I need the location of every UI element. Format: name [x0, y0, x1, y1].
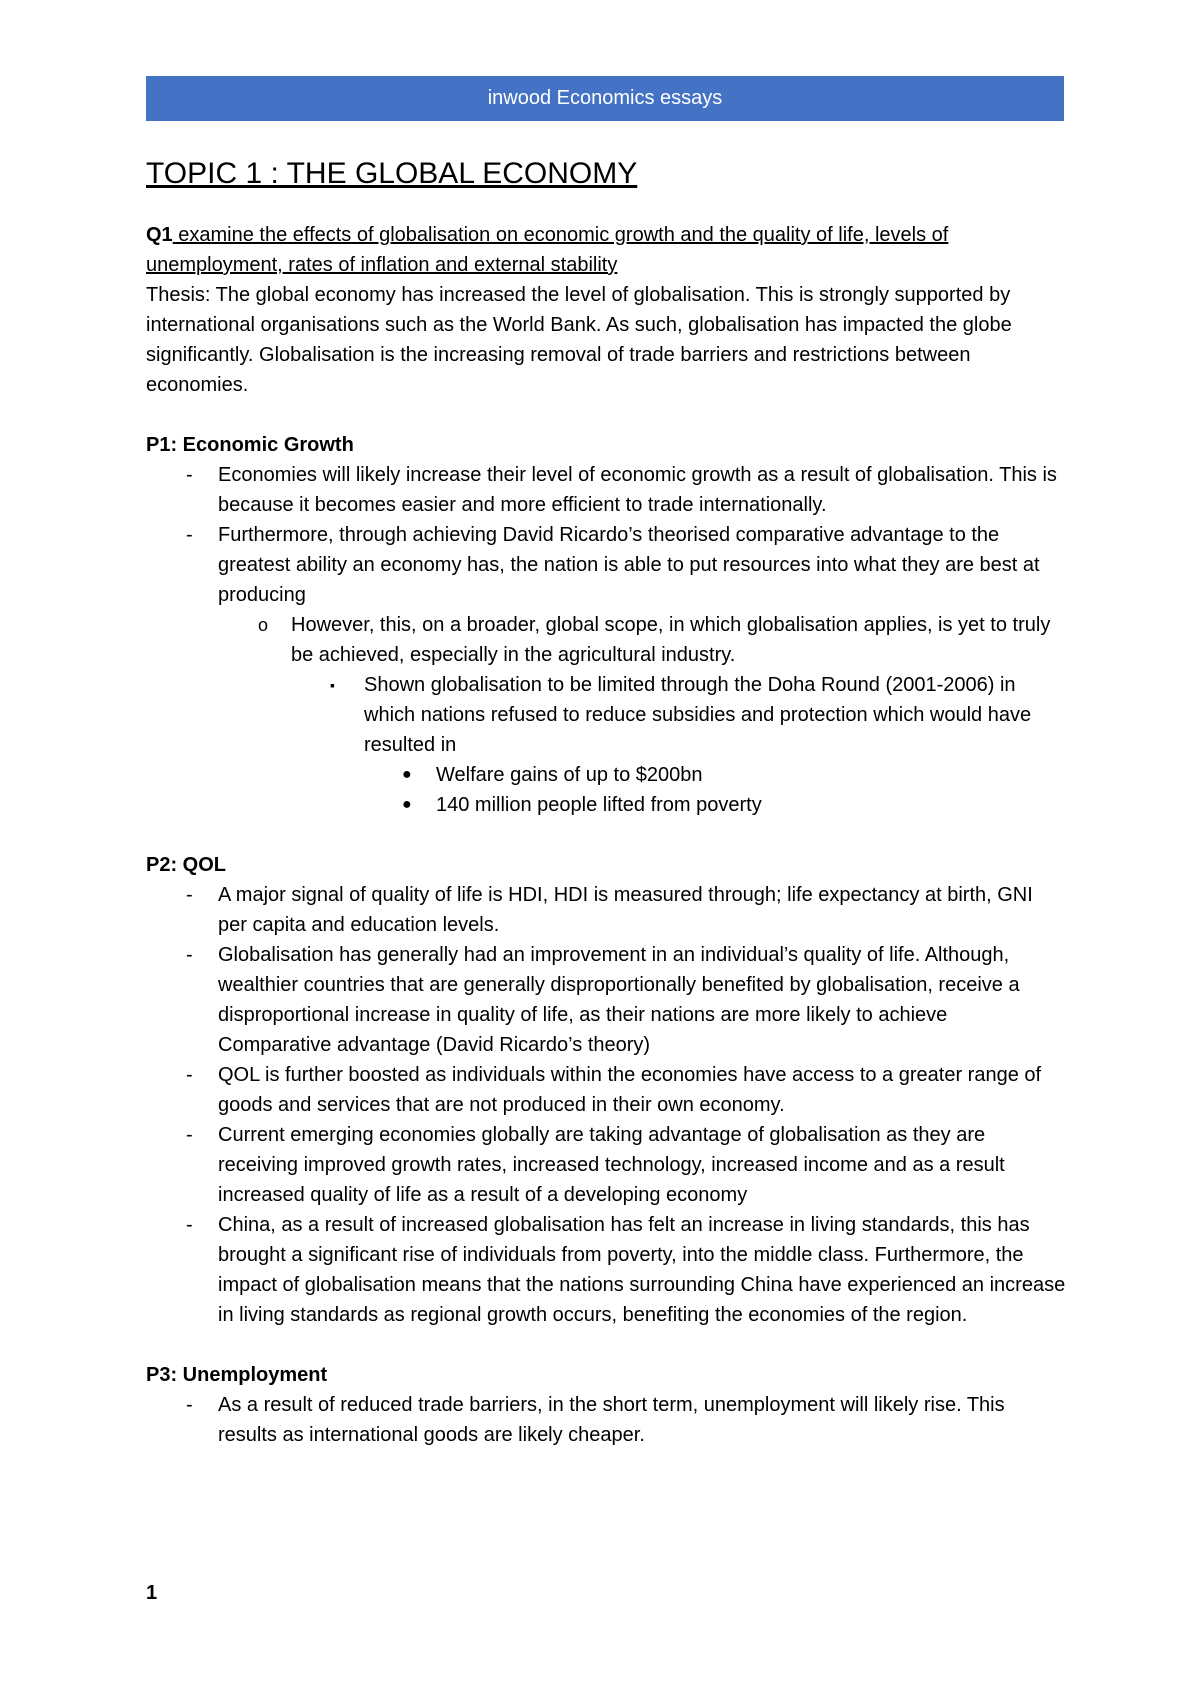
dash-marker: -: [186, 1124, 193, 1146]
list-item: [146, 1390, 1066, 1450]
list-item: [146, 880, 1066, 940]
list-item: [146, 610, 1066, 670]
thesis-paragraph: Thesis: The global economy has increased the level of globalisation. This is strongly supported by international organisations such as the World Bank. As such, globalisation has impacted the globe significantly. Globalisation is the increasing removal of trade barriers and restrictions between economies.: [146, 284, 1012, 396]
topic-title: TOPIC 1 : THE GLOBAL ECONOMY: [146, 157, 638, 190]
list-item-text: Globalisation has generally had an improvement in an individual’s quality of life. Although, wealthier countries that are generally disproportionally benefited by globalisation, receive a disproportional increase in quality of life, as their nations are more likely to achieve Comparative advantage (David Ricardo’s theory): [218, 944, 1020, 1056]
bullet-marker: ●: [402, 766, 412, 783]
dash-marker: -: [186, 1064, 193, 1086]
list-item: [146, 760, 1066, 790]
bullet-marker: ●: [402, 796, 412, 813]
question-text: examine the effects of globalisation on economic growth and the quality of life, levels of unemployment, rates of inflation and external stability: [146, 224, 949, 276]
section-heading-p2: P2: QOL: [146, 854, 227, 876]
list-item-text: As a result of reduced trade barriers, in the short term, unemployment will likely rise. This results as international goods are likely cheaper.: [218, 1394, 1005, 1446]
dash-marker: -: [186, 1394, 193, 1416]
list-item: [146, 670, 1066, 760]
section-heading-p3: P3: Unemployment: [146, 1364, 328, 1386]
list-item: [146, 940, 1066, 1060]
list-item-text: Current emerging economies globally are taking advantage of globalisation as they are receiving improved growth rates, increased technology, increased income and as a result increased quality of life as a result of a developing economy: [218, 1124, 1005, 1206]
list-item-text: Furthermore, through achieving David Ricardo’s theorised comparative advantage to the greatest ability an economy has, the nation is able to put resources into what they are best at producing: [218, 524, 1040, 606]
dash-marker: -: [186, 1214, 193, 1236]
square-marker: ▪: [330, 677, 335, 693]
list-item-text: Economies will likely increase their level of economic growth as a result of globalisation. This is because it becomes easier and more efficient to trade internationally.: [218, 464, 1057, 516]
list-item-text: 140 million people lifted from poverty: [436, 794, 762, 816]
list-item-text: Shown globalisation to be limited through the Doha Round (2001-2006) in which nations refused to reduce subsidies and protection which would have resulted in: [364, 674, 1032, 756]
list-item-text: China, as a result of increased globalisation has felt an increase in living standards, this has brought a significant rise of individuals from poverty, into the middle class. Furthermore, the impact of globalisation means that the nations surrounding China have experienced an increase in living standards as regional growth occurs, benefiting the economies of the region.: [218, 1214, 1066, 1326]
list-item-text: Welfare gains of up to $200bn: [436, 764, 703, 786]
list-item: [146, 1120, 1066, 1210]
list-p1: [146, 460, 1066, 820]
document-body: [146, 146, 1066, 1450]
question: [146, 220, 1066, 280]
section-heading-p1: P1: Economic Growth: [146, 434, 354, 456]
page-number: 1: [146, 1582, 158, 1604]
dash-marker: -: [186, 884, 193, 906]
list-item: [146, 1210, 1066, 1330]
question-label: Q1: [146, 224, 173, 246]
dash-marker: -: [186, 524, 193, 546]
document-header: [146, 76, 1064, 121]
header-title: inwood Economics essays: [487, 87, 723, 109]
list-item: [146, 790, 1066, 820]
list-p3: [146, 1390, 1066, 1450]
list-item-text: QOL is further boosted as individuals within the economies have access to a greater range of goods and services that are not produced in their own economy.: [218, 1064, 1042, 1116]
circle-marker: o: [258, 615, 269, 635]
dash-marker: -: [186, 944, 193, 966]
list-item: [146, 460, 1066, 520]
list-item-text: However, this, on a broader, global scope, in which globalisation applies, is yet to truly be achieved, especially in the agricultural industry.: [291, 614, 1051, 666]
list-item: [146, 520, 1066, 610]
list-item: [146, 1060, 1066, 1120]
list-p2: [146, 880, 1066, 1330]
dash-marker: -: [186, 464, 193, 486]
list-item-text: A major signal of quality of life is HDI, HDI is measured through; life expectancy at birth, GNI per capita and education levels.: [218, 884, 1033, 936]
